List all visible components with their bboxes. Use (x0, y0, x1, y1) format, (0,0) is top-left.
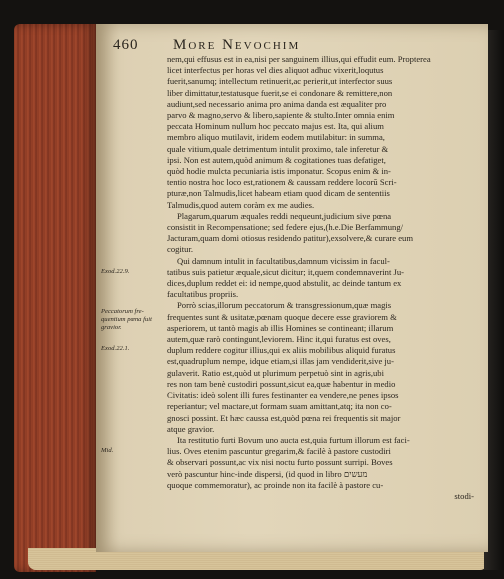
text-line: duplum reddere cogitur illius,qui ex aliis mobilibus aliquid furatus (167, 345, 396, 356)
text-line: parvo & magno,servo & libero,sapiente & stulto.Inter omnia enim (167, 110, 395, 121)
margin-note-peccatorum: Peccatorum fre-quentium pœna fuit gravior. (101, 308, 152, 331)
text-line: consistit in Recompensatione; sed federe ejus,(h.e.Die Berfammung/ (167, 222, 404, 233)
text-line: liber dimittatur,testatusque fuerit,se ei condonare & remittere,non (167, 87, 393, 98)
text-line: Civitatis: ideò solent illi fures festinanter ea vendere,ne penes ipsos (167, 390, 399, 401)
text-line: est,quadruplum nempe, idque etiam,si illas jam vendiderit,sive ju- (167, 356, 394, 367)
text-line: stodi- (454, 490, 474, 501)
margin-note-exod-22-1: Exod.22.1. (101, 345, 130, 352)
margin-note-mid: Mid. (101, 447, 114, 454)
text-line: & observari possunt,ac vix nisi noctu furto possunt surripi. Boves (167, 457, 393, 468)
text-line: dices,duplum reddet ei: id nempe,quod abstulit, ac deinde tantum ex (167, 278, 402, 289)
page-edges-left (14, 24, 96, 572)
text-line: cogitur. (167, 244, 194, 255)
text-line: quòd hodie mulcta pecuniaria istis imponatur. Scopus enim & in- (167, 166, 391, 177)
page-body-text (167, 54, 474, 502)
text-line: reperiantur; vel mactare,ut formam suam amittant,atq; ita non co- (167, 401, 392, 412)
text-line: fuerit,sanumq; intellectum retinuerit,ac perierit,ut interfector suus (167, 76, 393, 87)
text-line: Plagarum,quarum æquales reddi nequeunt,judicium sive pœna (177, 210, 392, 221)
text-line: asperiorem, ut tantò magis ab illis Homines se contineant; illarum (167, 322, 394, 333)
margin-note-exod-22-9: Exod.22.9. (101, 268, 130, 275)
text-line: quale vitium,quale detrimentum intulit proximo, tale inferetur & (167, 143, 389, 154)
text-line: lius. Oves etenim pascuntur gregarim,& facilè à pastore custodiri (167, 446, 391, 457)
text-line: audiunt,sed necessario anima pro anima danda est æqualiter pro (167, 98, 387, 109)
text-line: membro aliquo mutilavit, iridem eodem mutilabitur: in summa, (167, 132, 385, 143)
text-line: verò pascuntur hinc-inde dispersi, (id quod in libro מעשים (167, 468, 368, 479)
text-line: frequentes sunt & usitatæ,pœnam quoque decere esse graviorem & (167, 311, 397, 322)
text-line: Ita restitutio furti Bovum uno aucta est,quia furtum illorum est faci- (177, 434, 410, 445)
text-line: autem,quæ rarò contingunt,leviorem. Hinc it,qui furatus est oves, (167, 334, 391, 345)
text-line: facultatibus propriis. (167, 289, 239, 300)
text-line: Jacturam,quam domi otiosus residendo patitur),exsolvere,& curare eum (167, 233, 414, 244)
text-line: tentio nostra hoc loco est,rationem & caussam reddere locorū Scri- (167, 177, 397, 188)
text-line: licet interfectus per horas vel dies aliquot adhuc vixerit,loqutus (167, 65, 384, 76)
text-line: ipsi. Non est autem,quòd animum & cogitationes tuas defatiget, (167, 154, 386, 165)
text-line: peccata Hominum nullum hoc peccato majus est. Ita, qui alium (167, 121, 384, 132)
text-line: tatibus suis patietur æquale,sicut dicitur; it,quem condemnaverint Ju- (167, 266, 404, 277)
text-line: gnosci possint. Et hæc caussa est,quòd pœna rei frequentis sit major (167, 412, 401, 423)
text-line: pturæ,non Talmudis,licet habeam etiam quod dicam de sententiis (167, 188, 390, 199)
text-line: quoque commemoratur), ac proinde non ita facilè à pastore cu- (167, 479, 384, 490)
text-line: nem,qui effusus est in ea,nisi per sanguinem illius,qui effudit eum. Propterea (167, 54, 431, 64)
running-title: More Nevochim (173, 37, 301, 53)
text-line: atque gravior. (167, 423, 215, 434)
text-line: Talmudis,quod autem coràm ex me audies. (167, 199, 315, 210)
text-line: gulaverit. Ratio est,quòd ut plurimum perpetuò sint in agris,ubi (167, 367, 384, 378)
text-line: Qui damnum intulit in facultatibus,damnum vicissim in facul- (177, 255, 390, 266)
text-line: res non tam benè custodiri possunt,sicut ea,quæ habentur in medio (167, 378, 396, 389)
text-line: Porrò scias,illorum peccatorum & transgressionum,quæ magis (177, 300, 392, 311)
page-number: 460 (113, 37, 139, 53)
